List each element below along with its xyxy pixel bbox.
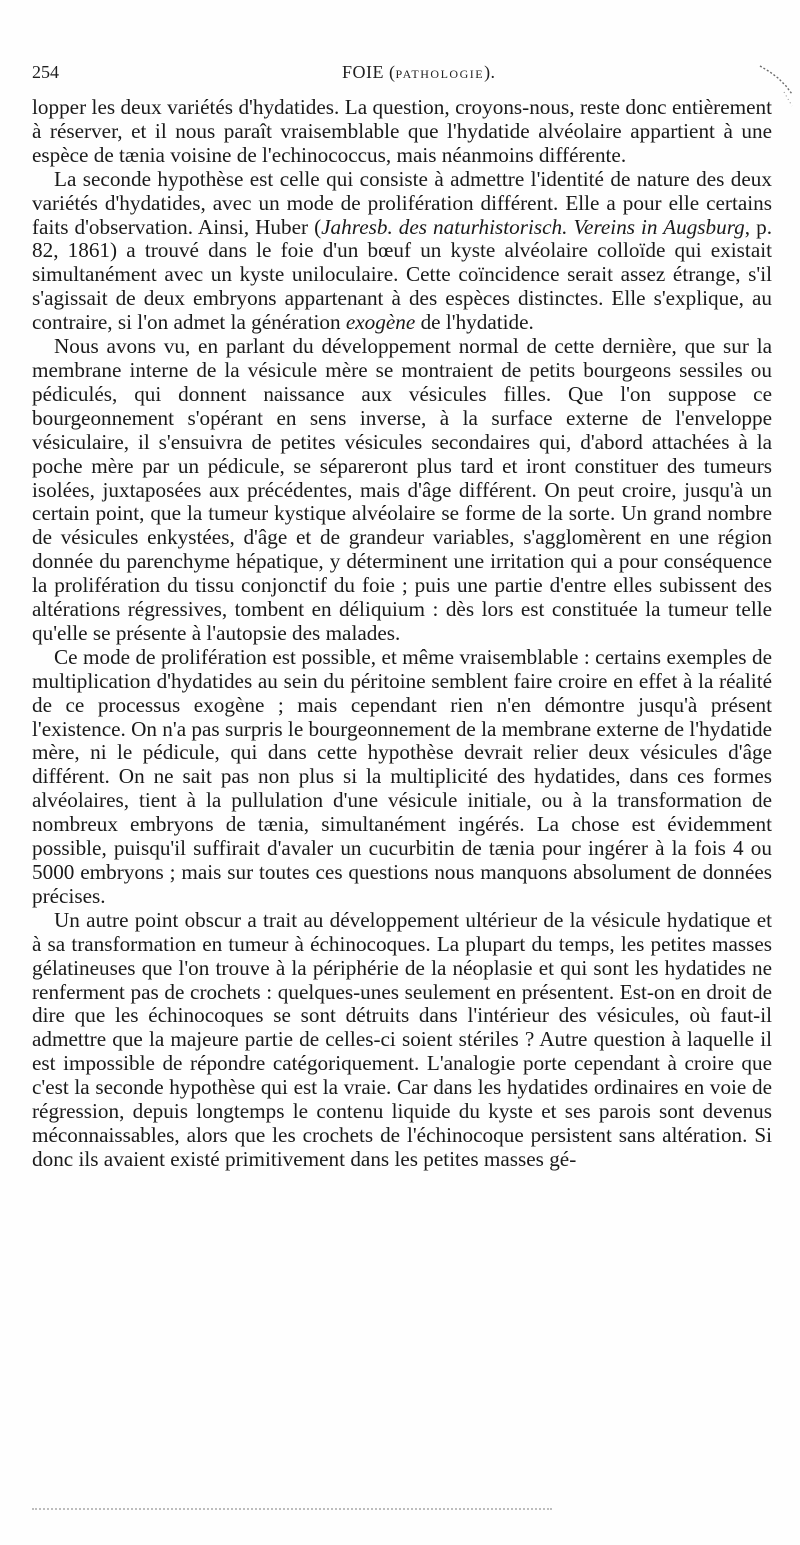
paragraph (32, 96, 772, 168)
text-segment: lopper les deux variétés d'hydatides. La question, croyons-nous, reste donc entièrement à réserver, et il nous paraît vraisemblable que l'hydatide alvéolaire appartient à une espèce de tænia voisine de l'echinococcus, mais néanmoins différente. (32, 95, 772, 167)
running-title-end: ). (484, 62, 496, 82)
text-segment: Un autre point obscur a trait au développement ultérieur de la vésicule hydatique et à sa transformation en tumeur à échinocoques. La plupart du temps, les petites masses gélatineuses que l'on trouve à la périphérie de la néoplasie et qui sont les hydatides ne renferment pas de crochets : quelques-unes seulement en présentent. Est-on en droit de dire que les échinocoques se sont détruits dans l'intérieur des vésicules, où faut-il admettre que la majeure partie de celles-ci soient stériles ? Autre question à laquelle il est impossible de répondre catégoriquement. L'analogie porte cependant à croire que c'est la seconde hypothèse qui est la vraie. Car dans les hydatides ordinaires en voie de régression, depuis longtemps le contenu liquide du kyste et ses parois sont devenus méconnaissables, alors que les crochets de l'échinocoque persistent sans altération. Si donc ils avaient existé primitivement dans les petites masses gé- (32, 907, 772, 1171)
bottom-dotted-rule (32, 1508, 552, 1510)
body-text (32, 96, 772, 1172)
text-segment: La seconde hypothèse est celle qui consiste à admettre l'identité de nature des deux variétés d'hydatides, avec un mode de prolifération différent. Elle a pour elle certains faits d'observation. Ainsi, Huber ( (32, 166, 772, 239)
running-head (32, 62, 772, 86)
text-segment: , p. 82, 1861) a trouvé dans le foie d'un bœuf un kyste alvéolaire colloïde qui existait simultanément avec un kyste uniloculaire. Cette coïncidence serait assez étrange, s'il s'agissait de deux embryons appartenant à des espèces distinctes. Elle s'explique, au contraire, si l'on admet la génération (32, 214, 772, 335)
paragraph (32, 168, 772, 335)
paragraph (32, 909, 772, 1172)
running-title-main: FOIE ( (342, 62, 396, 82)
italic-text-segment: Jahresb. des naturhistorisch. Vereins in Augsburg (321, 214, 745, 239)
text-segment: Nous avons vu, en parlant du développement normal de cette dernière, que sur la membrane interne de la vésicule mère se montraient de petits bourgeons sessiles ou pédiculés, qui donnent naissance aux vésicules filles. Que l'on suppose ce bourgeonnement s'opérant en sens inverse, à la surface externe de l'enveloppe vésiculaire, il s'ensuivra de petites vésicules secondaires qui, d'abord attachées à la poche mère par un pédicule, se sépareront plus tard et iront constituer des tumeurs isolées, juxtaposées aux précédentes, mais d'âge différent. On peut croire, jusqu'à un certain point, que la tumeur kystique alvéolaire se forme de la sorte. Un grand nombre de vésicules enkystées, d'âge et de grandeur variables, s'agglomèrent en une région donnée du parenchyme hépatique, y déterminent une irritation qui a pour conséquence la prolifération du tissu conjonctif du foie ; puis une partie d'entre elles subissent des altérations régressives, tombent en déliquium : dès lors est constituée la tumeur telle qu'elle se présente à l'autopsie des malades. (32, 334, 772, 645)
paragraph (32, 646, 772, 909)
text-segment: de l'hydatide. (415, 310, 534, 335)
italic-text-segment: exogène (345, 310, 416, 335)
running-title (342, 62, 496, 83)
running-title-smallcaps: PATHOLOGIE (395, 67, 485, 81)
text-segment: Ce mode de prolifération est possible, et même vraisemblable : certains exemples de multiplication d'hydatides au sein du péritoine semblent faire croire en effet à la réalité de ce processus exogène ; mais cependant rien n'en démontre jusqu'à présent l'existence. On n'a pas surpris le bourgeonnement de la membrane externe de l'hydatide mère, ni le pédicule, qui dans cette hypothèse devrait relier deux vésicules d'âge différent. On ne sait pas non plus si la multiplicité des hydatides, dans ces formes alvéolaires, tient à la pullulation d'une vésicule initiale, ou à la transformation de nombreux embryons de tænia, simultanément ingérés. La chose est évidemment possible, puisqu'il suffirait d'avaler un cucurbitin de tænia pour ingérer à la fois 4 ou 5000 embryons ; mais sur toutes ces questions nous manquons absolument de données précises. (32, 644, 773, 908)
page-number: 254 (32, 62, 59, 82)
paragraph (32, 335, 772, 646)
